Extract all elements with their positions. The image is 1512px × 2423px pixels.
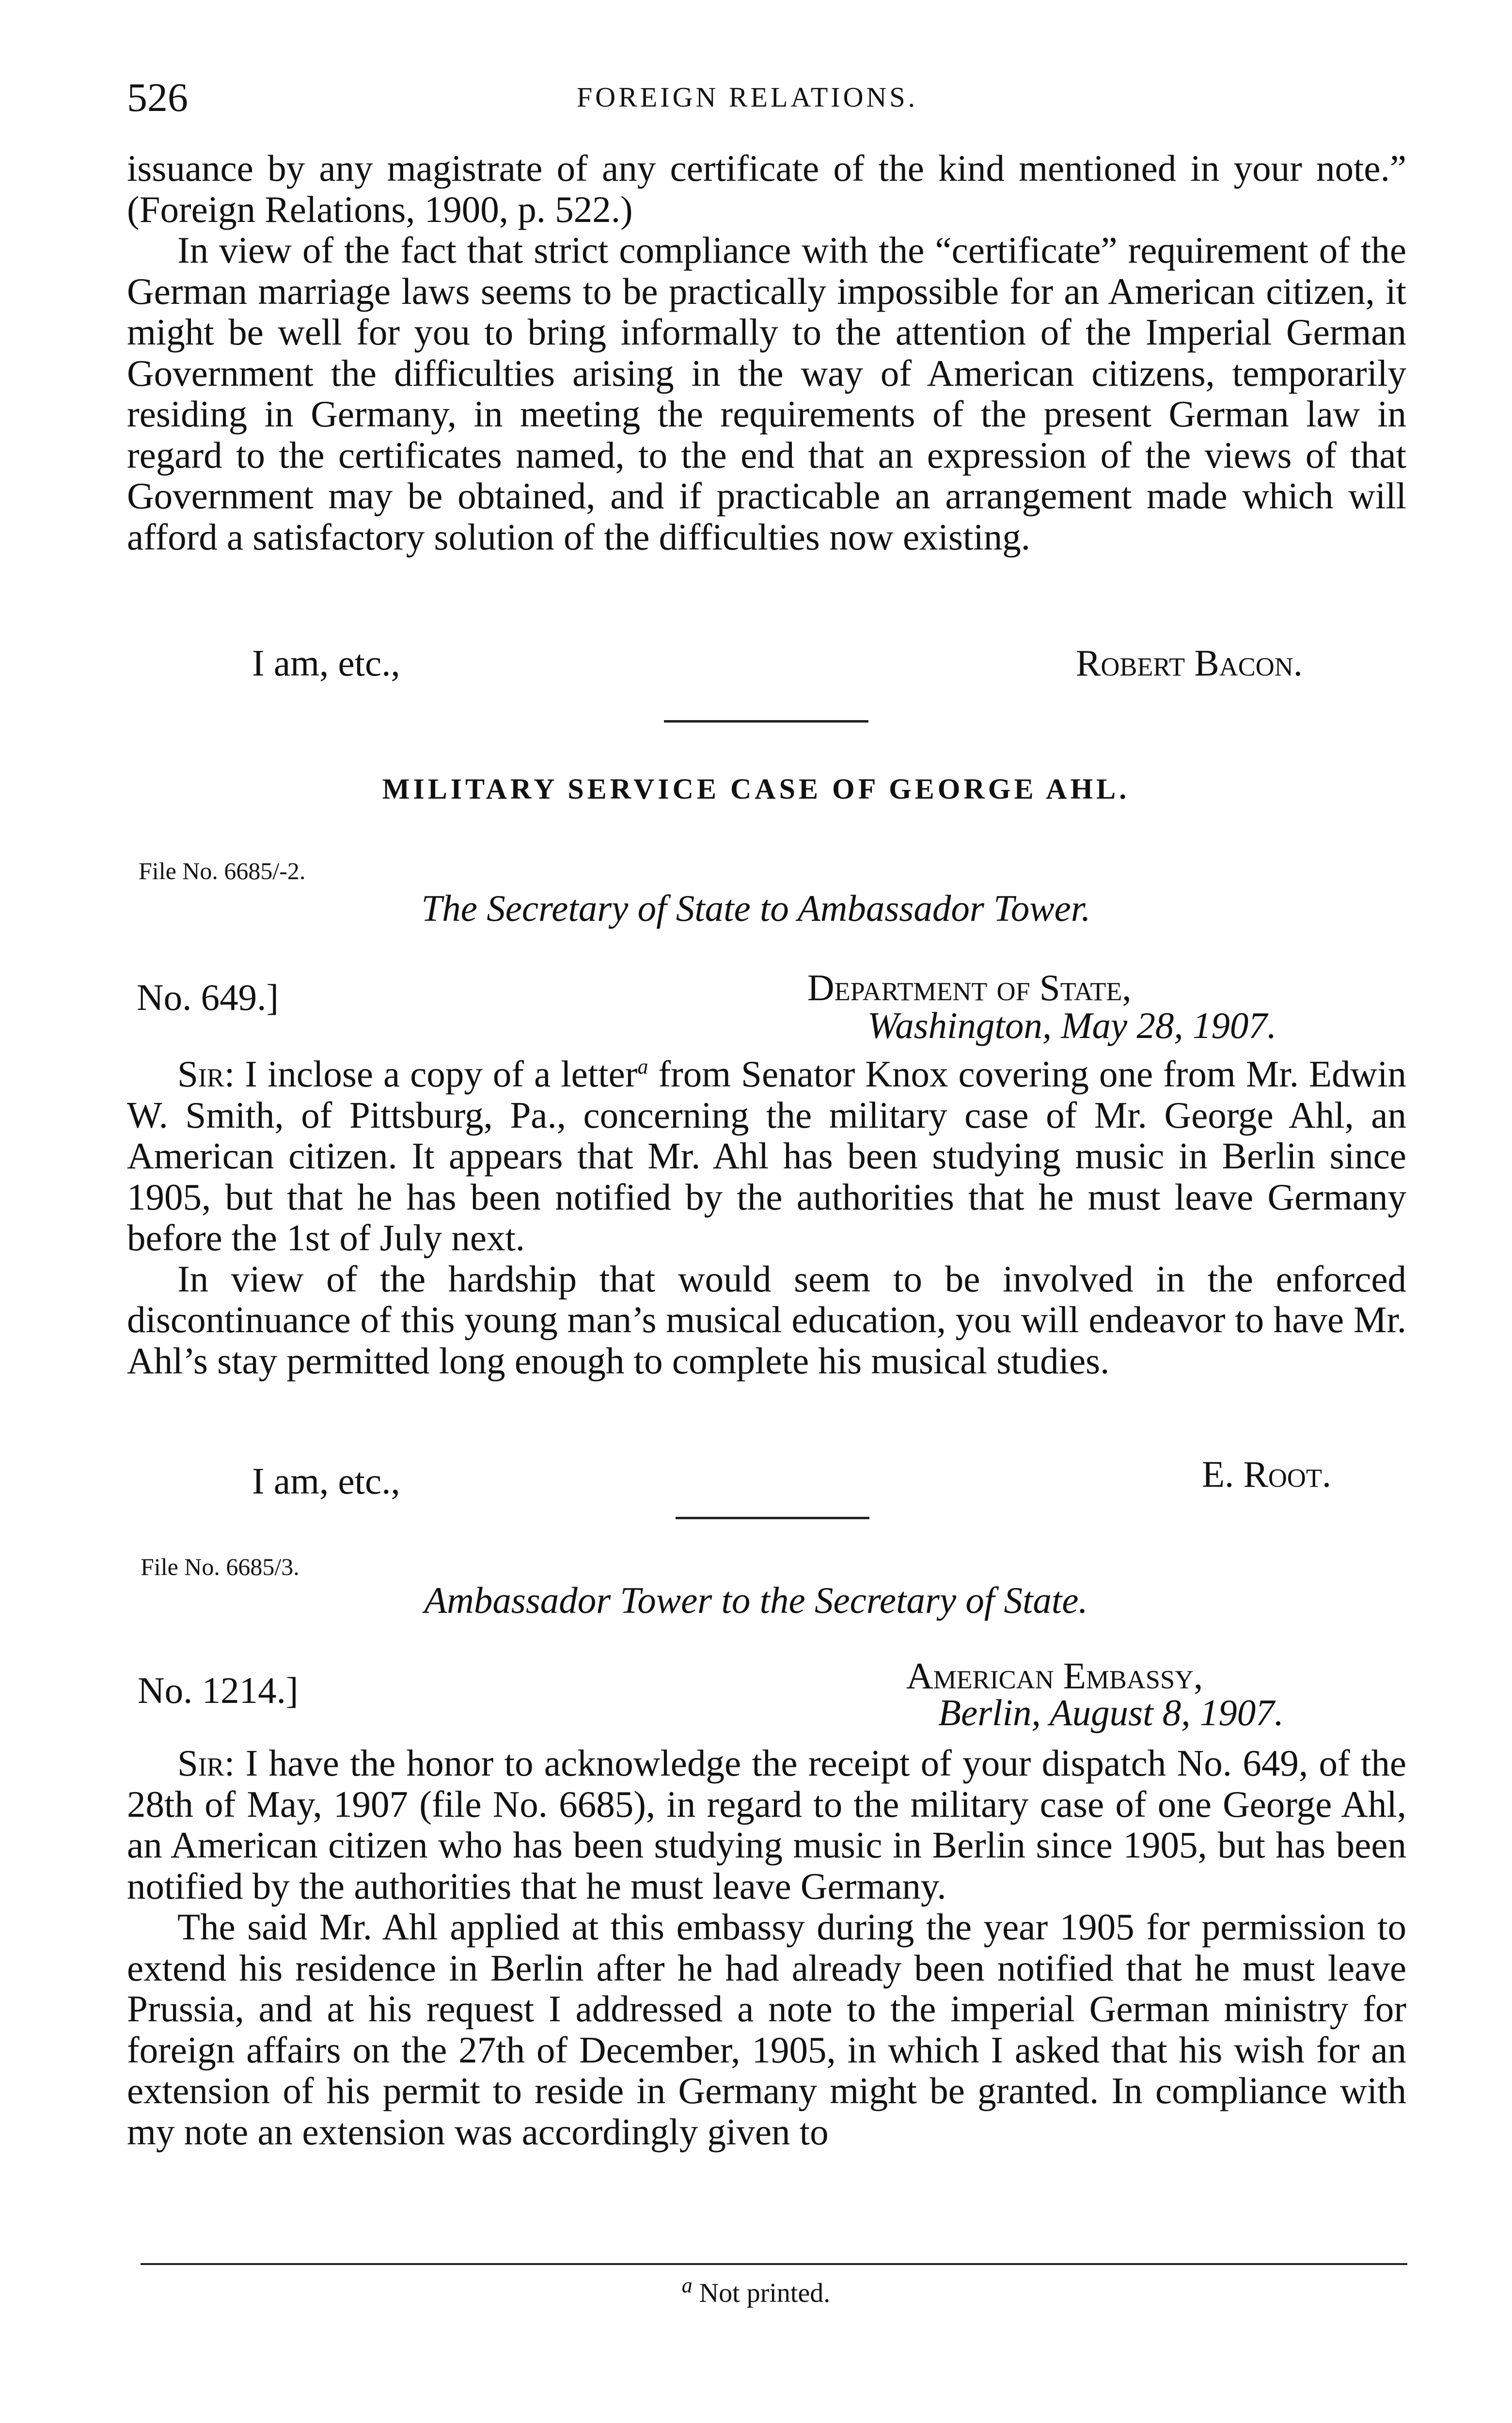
salutation: Sir: (177, 1742, 235, 1784)
dispatch-number: No. 649.] (137, 976, 279, 1018)
salutation: Sir: (177, 1053, 235, 1095)
closing: I am, etc., (252, 642, 400, 684)
paragraph-text: from Senator Knox covering one from Mr. Edwin W. Smith, of Pittsburg, Pa., concerning the military case of Mr. George Ahl, an American citizen. It appears that Mr. Ahl has been studying music in Berlin since 1905, but that he has been notified by the authorities that he must leave Germany before the 1st of July next. (127, 1053, 1407, 1259)
running-title: FOREIGN RELATIONS. (577, 81, 918, 113)
paragraph (127, 1054, 1406, 1259)
continuation-text (127, 148, 1406, 557)
footnote-marker: a (681, 2273, 693, 2297)
section-title: MILITARY SERVICE CASE OF GEORGE AHL. (382, 773, 1130, 805)
page-number: 526 (127, 75, 188, 120)
paragraph (127, 1743, 1406, 1906)
place-date: Washington, May 28, 1907. (867, 1005, 1277, 1046)
paragraph: The said Mr. Ahl applied at this embassy during the year 1905 for permission to extend his residence in Berlin after he had already been notified that he must leave Prussia, and at his request I addressed a note to the imperial German ministry for foreign affairs on the 27th of December, 1905, in which I asked that his wish for an extension of his permit to reside in Germany might be granted. In compliance with my note an extension was accordingly given to (127, 1906, 1406, 2153)
letter-heading: The Secretary of State to Ambassador Tower. (421, 887, 1091, 929)
closing: I am, etc., (252, 1460, 400, 1502)
separator-rule (664, 720, 868, 723)
sender-office: Department of State, (807, 967, 1132, 1008)
paragraph-text: I inclose a copy of a letter (245, 1053, 638, 1095)
letter-heading: Ambassador Tower to the Secretary of State. (424, 1579, 1088, 1621)
footnote (0, 2273, 1512, 2308)
paragraph-text: I have the honor to acknowledge the receipt of your dispatch No. 649, of the 28th of May, 1907 (file No. 6685), in regard to the military case of one George Ahl, an American citizen who has been studying music in Berlin since 1905, but has been notified by the authorities that he must leave Germany. (127, 1742, 1406, 1907)
sender-office: American Embassy, (906, 1655, 1203, 1697)
signature: Robert Bacon. (1076, 642, 1303, 684)
paragraph: issuance by any magistrate of any certificate of the kind mentioned in your note.” (Foreign Relations, 1900, p. 522.) (127, 147, 1406, 230)
signature: E. Root. (1202, 1453, 1332, 1495)
footnote-marker: a (637, 1054, 648, 1079)
paragraph: In view of the hardship that would seem to be involved in the enforced discontinuance of this young man’s musical education, you will endeavor to have Mr. Ahl’s stay permitted long enough to complete his musical studies. (127, 1258, 1406, 1382)
file-number: File No. 6685/3. (141, 1553, 299, 1580)
letter-body (127, 1743, 1406, 2152)
separator-rule (676, 1517, 869, 1519)
letter-body (127, 1054, 1406, 1381)
footnote-text: Not printed. (699, 2278, 831, 2308)
file-number: File No. 6685/-2. (139, 857, 306, 884)
paragraph: In view of the fact that strict compliance with the “certificate” requirement of the German marriage laws seems to be practically impossible for an American citizen, it might be well for you to bring informally to the attention of the Imperial German Government the difficulties arising in the way of American citizens, temporarily residing in Germany, in meeting the requirements of the present German law in regard to the certificates named, to the end that an expression of the views of that Government may be obtained, and if practicable an arrangement made which will afford a satisfactory solution of the difficulties now existing. (127, 229, 1406, 558)
place-date: Berlin, August 8, 1907. (938, 1692, 1284, 1733)
footnote-rule (141, 2263, 1407, 2265)
dispatch-number: No. 1214.] (138, 1669, 299, 1711)
